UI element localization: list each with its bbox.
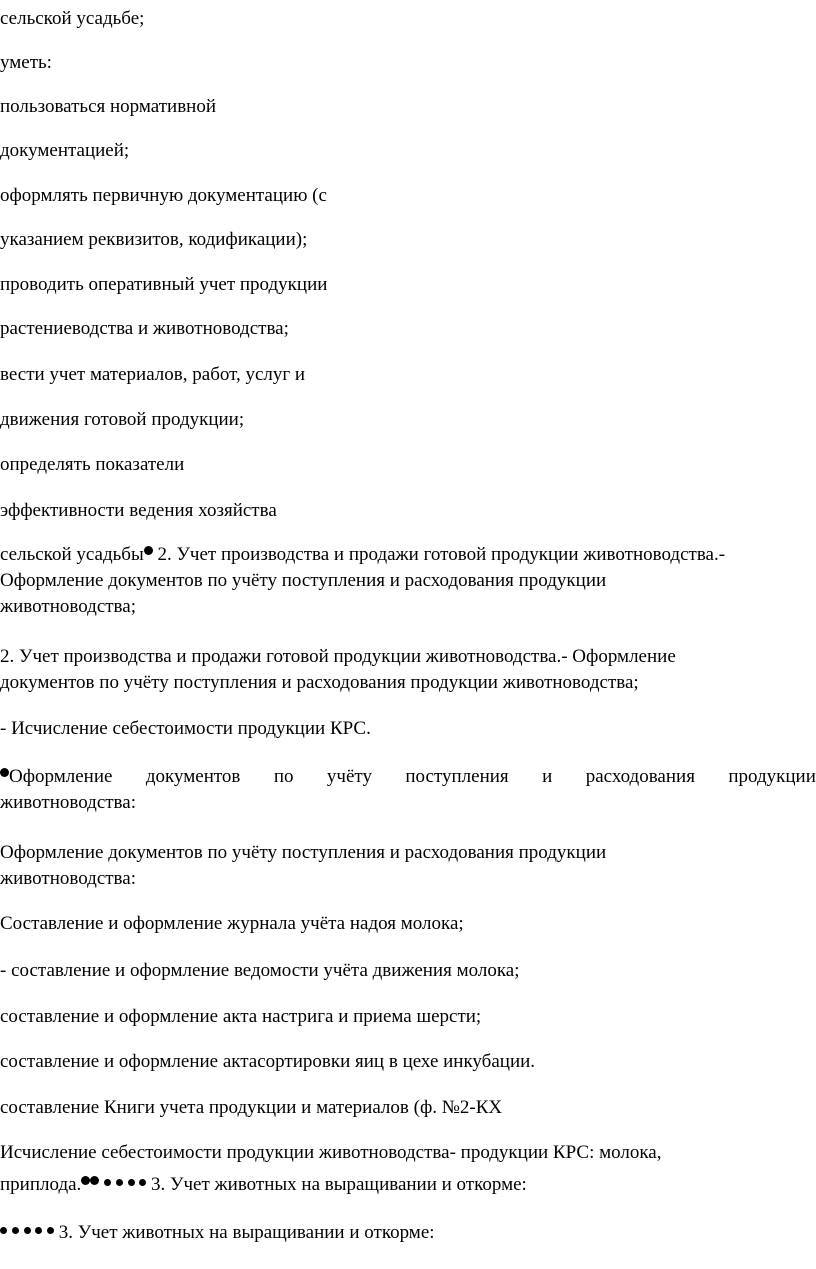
block5-heading: 3. Учет животных на выращивании и откорме: — [151, 1174, 527, 1195]
text-line: уметь: — [0, 52, 52, 73]
list-item: составление и оформление актасортировки яиц в цехе инкубации. — [0, 1051, 536, 1072]
word: и — [542, 766, 553, 787]
bullet-icon — [104, 1179, 111, 1186]
block1-prefix: сельской усадьбы — [0, 544, 144, 565]
bullet-icon — [12, 1227, 19, 1234]
list-item: составление и оформление акта настрига и приема шерсти; — [0, 1006, 482, 1027]
text-line: оформлять первичную документацию (с — [0, 185, 327, 206]
bullet-icon — [128, 1179, 135, 1186]
block2-line1: 2. Учет производства и продажи готовой продукции животноводства.- Оформление — [0, 646, 676, 667]
word: продукции — [728, 766, 816, 787]
bullet-icon — [47, 1227, 54, 1234]
final-heading-line — [0, 1222, 816, 1244]
list-item: Составление и оформление журнала учёта надоя молока; — [0, 913, 464, 934]
text-line: растениеводства и животноводства; — [0, 318, 289, 339]
bullet-icon — [0, 768, 9, 777]
block1-heading: 2. Учет производства и продажи готовой продукции животноводства.- — [157, 544, 726, 565]
block4-line1: Оформление документов по учёту поступления и расходования продукции — [0, 842, 607, 863]
block3-line2: животноводства: — [0, 792, 136, 813]
text-line: проводить оперативный учет продукции — [0, 274, 328, 295]
text-line: сельской усадьбе; — [0, 8, 145, 29]
paragraph-block-1 — [0, 542, 816, 620]
word: Оформление — [9, 766, 113, 787]
kpc-line: - Исчисление себестоимости продукции КРС. — [0, 718, 371, 739]
block1-line3: животноводства; — [0, 596, 136, 617]
paragraph-block-4 — [0, 840, 816, 892]
bullet-icon — [35, 1227, 42, 1234]
text-line: определять показатели — [0, 454, 185, 475]
bullet-icon — [81, 1176, 90, 1185]
bullet-icon — [0, 1227, 7, 1234]
paragraph-block-2 — [0, 644, 816, 696]
block5-prefix: приплода. — [0, 1174, 82, 1195]
word: по — [273, 766, 294, 787]
bullet-icon — [24, 1227, 31, 1234]
list-item: составление Книги учета продукции и материалов (ф. №2-КХ — [0, 1097, 503, 1118]
word: расходования — [585, 766, 695, 787]
bullet-icon — [90, 1176, 99, 1185]
word: документов — [145, 766, 241, 787]
final-heading: 3. Учет животных на выращивании и откорме: — [58, 1222, 435, 1243]
list-item: - составление и оформление ведомости учёта движения молока; — [0, 960, 520, 981]
text-line: документацией; — [0, 140, 130, 161]
paragraph-block-3 — [0, 764, 816, 816]
block5-line1: Исчисление себестоимости продукции животноводства- продукции КРС: молока, — [0, 1142, 662, 1163]
block1-line2: Оформление документов по учёту поступления и расходования продукции — [0, 570, 607, 591]
bullet-icon — [144, 546, 153, 555]
word: учёту — [326, 766, 372, 787]
text-line: пользоваться нормативной — [0, 96, 217, 117]
text-line: эффективности ведения хозяйства — [0, 500, 277, 521]
paragraph-block-5 — [0, 1140, 816, 1198]
block2-line2: документов по учёту поступления и расходования продукции животноводства; — [0, 672, 639, 693]
text-line: движения готовой продукции; — [0, 409, 245, 430]
block4-line2: животноводства: — [0, 868, 136, 889]
text-line: указанием реквизитов, кодификации); — [0, 229, 308, 250]
word: поступления — [405, 766, 509, 787]
bullet-icon — [139, 1179, 146, 1186]
bullet-icon — [116, 1179, 123, 1186]
text-line: вести учет материалов, работ, услуг и — [0, 364, 306, 385]
